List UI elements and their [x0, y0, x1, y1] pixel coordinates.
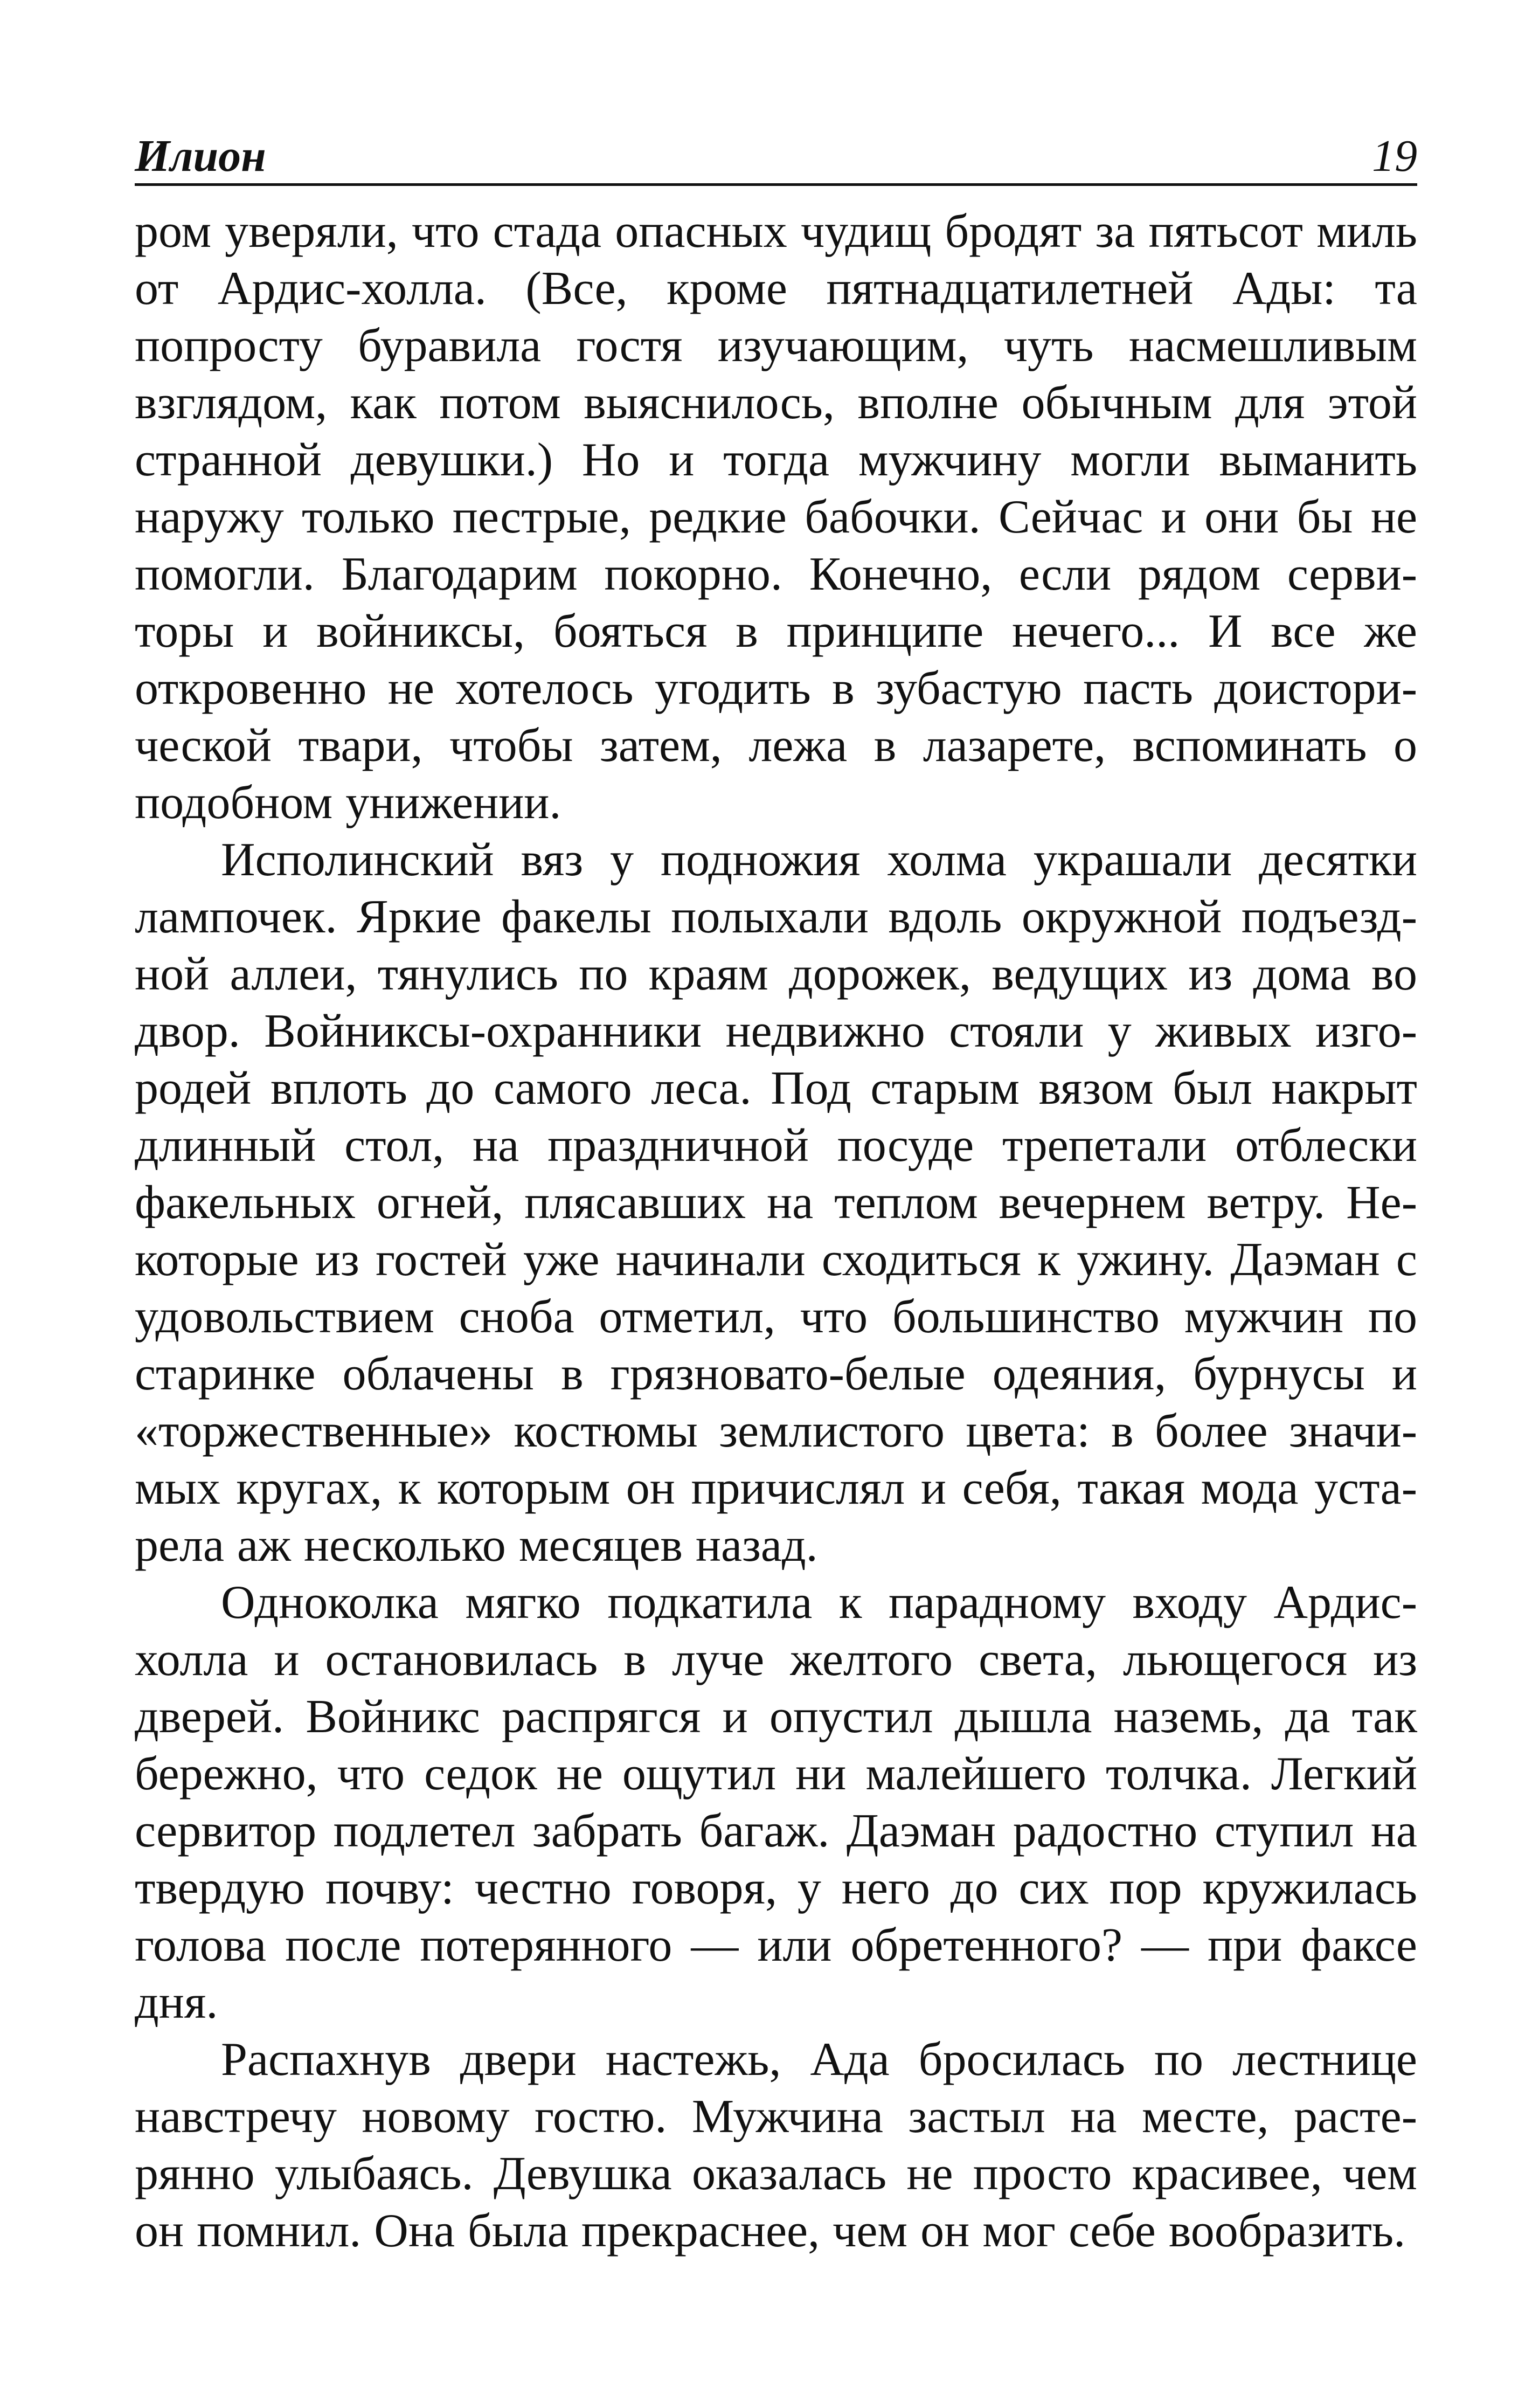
paragraph: Исполинский вяз у подножия холма украшали десятки лампочек. Яркие факелы полыхали вдоль окружной подъездной аллеи, тянулись по краям дорожек, ведущих из дома во двор. Войниксы-охранники недвижно стояли у живых изгородей вплоть до самого леса. Под старым вязом был накрыт длинный стол, на праздничной посуде трепетали отблески факельных огней, плясавших на теплом вечернем ветру. Некоторые из гостей уже начинали сходиться к ужину. Даэман с удовольствием сноба отметил, что большинство мужчин по старинке облачены в грязновато-белые одеяния, бурнусы и «торжественные» костюмы землистого цвета: в более значимых кругах, к которым он причислял и себя, такая мода устарела аж несколько месяцев назад. — [135, 834, 1417, 1572]
paragraph: Одноколка мягко подкатила к парадному входу Ардис-холла и остановилась в луче желтого света, льющегося из дверей. Войникс распрягся и опустил дышла наземь, да так бережно, что седок не ощутил ни малейшего толчка. Легкий сервитор подлетел забрать багаж. Даэман радостно ступил на твердую почву: честно говоря, у него до сих пор кружилась голова после потерянного — или обретенного? — при факсе дня. — [135, 1576, 1417, 2029]
paragraph: Распахнув двери настежь, Ада бросилась по лестнице навстречу новому гостю. Мужчина застыл на месте, растерянно улыбаясь. Девушка оказалась не просто красивее, чем он помнил. Она была прекраснее, чем он мог себе вообразить. — [135, 2033, 1417, 2257]
paragraph-continued: ром уверяли, что стада опасных чудищ бродят за пятьсот миль от Ардис-холла. (Все, кроме пятнадцатилетней Ады: та попросту буравила гостя изучающим, чуть насмешливым взглядом, как потом выяснилось, вполне обычным для этой странной девушки.) Но и тогда мужчину могли выманить наружу только пестрые, редкие бабочки. Сейчас и они бы не помогли. Благодарим покорно. Конечно, если рядом сервиторы и войниксы, бояться в принципе нечего... И все же откровенно не хотелось угодить в зубастую пасть доисторической твари, чтобы затем, лежа в лазарете, вспоминать о подобном унижении. — [135, 205, 1417, 829]
page-number: 19 — [1372, 131, 1417, 181]
book-page — [135, 113, 1417, 2260]
running-header — [135, 113, 1417, 186]
body-text — [135, 203, 1417, 2260]
running-header-title: Илион — [135, 131, 266, 181]
